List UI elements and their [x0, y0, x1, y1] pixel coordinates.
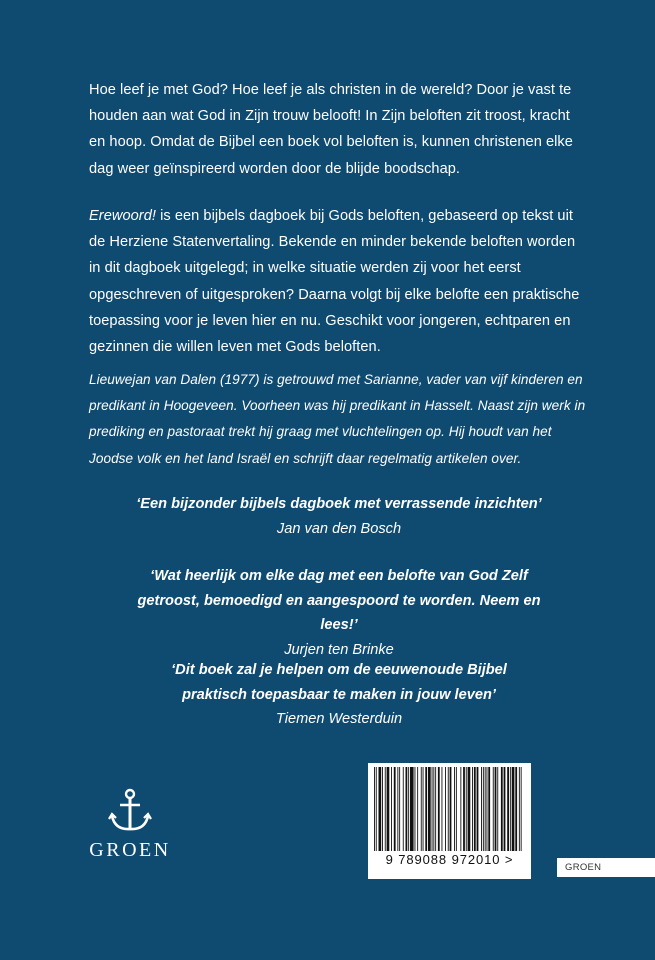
anchor-icon — [105, 788, 155, 834]
barcode-bar — [474, 767, 476, 851]
barcode-bar — [399, 767, 400, 851]
barcode-bar — [394, 767, 396, 851]
book-title-inline: Erewoord! — [89, 208, 156, 224]
barcode-bar — [468, 767, 471, 851]
barcode-bar — [515, 767, 517, 851]
barcode-bar — [376, 767, 377, 851]
barcode-bar — [488, 767, 490, 851]
barcode-bar — [397, 767, 398, 851]
barcode-bar — [497, 767, 498, 851]
publisher-spine-label: GROEN — [557, 858, 655, 877]
barcode-bar — [472, 767, 473, 851]
barcode-bar — [403, 767, 404, 851]
barcode-bar — [504, 767, 506, 851]
quote-text: ‘Dit boek zal je helpen om de eeuwenoude Bijbel praktisch toepasbaar te maken in jouw leven’ — [171, 662, 507, 703]
barcode-bar — [463, 767, 465, 851]
barcode-bar — [454, 767, 455, 851]
barcode-bar — [445, 767, 446, 851]
barcode-bar — [519, 767, 520, 851]
barcode-bar — [425, 767, 427, 851]
barcode-bar — [485, 767, 486, 851]
endorsement-quote — [89, 492, 589, 541]
barcode-bar — [382, 767, 383, 851]
barcode-bar — [487, 767, 488, 851]
description-text: is een bijbels dagboek bij Gods beloften, gebaseerd op tekst uit de Herziene Statenvertaling. Bekende en minder bekende beloften worden in dit dagboek uitgelegd; in welke situatie werden zij voor het eerst opgeschreven of uitgesproken? Daarna volgt bij elke belofte een praktische toepassing voor je leven hier en nu. Geschikt voor jongeren, echtparen en gezinnen die willen leven met Gods beloften. — [89, 208, 580, 356]
barcode-bar — [435, 767, 436, 851]
barcode-bar — [477, 767, 479, 851]
barcode-bar — [501, 767, 503, 851]
barcode-bar — [460, 767, 461, 851]
barcode-bar — [438, 767, 440, 851]
barcode-bar — [507, 767, 509, 851]
barcode-bar — [510, 767, 511, 851]
barcode-bar — [417, 767, 418, 851]
barcode-bar — [450, 767, 452, 851]
quote-text: ‘Wat heerlijk om elke dag met een belofte van God Zelf getroost, bemoedigd en aangespoord te worden. Neem en lees!’ — [137, 568, 541, 633]
barcode-bar — [512, 767, 515, 851]
barcode-bar — [483, 767, 484, 851]
endorsement-quote — [89, 564, 589, 662]
publisher-logo — [80, 788, 180, 862]
barcode-bar — [493, 767, 494, 851]
barcode-bar — [379, 767, 382, 851]
barcode-bar — [385, 767, 386, 851]
endorsement-quote — [89, 658, 589, 732]
quote-author: Jurjen ten Brinke — [284, 641, 394, 658]
barcode-bar — [456, 767, 457, 851]
barcode-bar — [410, 767, 414, 851]
barcode-bar — [481, 767, 482, 851]
barcode-bar — [406, 767, 408, 851]
publisher-wordmark: GROEN — [89, 839, 171, 861]
barcode-bar — [374, 767, 375, 851]
barcode-bar — [433, 767, 434, 851]
isbn-number: 9 789088 972010 > — [385, 852, 514, 867]
quote-author: Tiemen Westerduin — [275, 711, 403, 727]
barcode-bar — [387, 767, 390, 851]
author-bio: Lieuwejan van Dalen (1977) is getrouwd met Sarianne, vader van vijf kinderen en predikant in Hoogeveen. Voorheen was hij predikant in Hasselt. Naast zijn werk in prediking en pastoraat trekt hij graag met vluchtelingen op. Hij houdt van het Joodse volk en het land Israël en schrijft daar regelmatig artikelen over. — [89, 372, 586, 466]
quote-author: Jan van den Bosch — [276, 520, 402, 537]
barcode-bar — [432, 767, 433, 851]
barcode-bar — [466, 767, 467, 851]
barcode-bar — [391, 767, 392, 851]
barcode-bar — [421, 767, 422, 851]
barcode-bars — [372, 767, 527, 851]
intro-paragraph: Hoe leef je met God? Hoe leef je als christen in de wereld? Door je vast te houden aan wat God in Zijn trouw belooft! In Zijn beloften zit troost, kracht en hoop. Omdat de Bijbel een boek vol beloften is, kunnen christenen elke dag weer geïnspireerd worden door de blijde boodschap. — [89, 82, 573, 177]
barcode-bar — [442, 767, 443, 851]
barcode-bar — [448, 767, 449, 851]
barcode-bar — [428, 767, 431, 851]
quote-text: ‘Een bijzonder bijbels dagboek met verrassende inzichten’ — [136, 496, 542, 512]
barcode-bar — [408, 767, 409, 851]
isbn-barcode — [368, 763, 531, 879]
description-paragraph — [89, 203, 589, 360]
barcode-bar — [423, 767, 424, 851]
barcode-bar — [415, 767, 416, 851]
barcode-bar — [521, 767, 522, 851]
barcode-bar — [495, 767, 497, 851]
